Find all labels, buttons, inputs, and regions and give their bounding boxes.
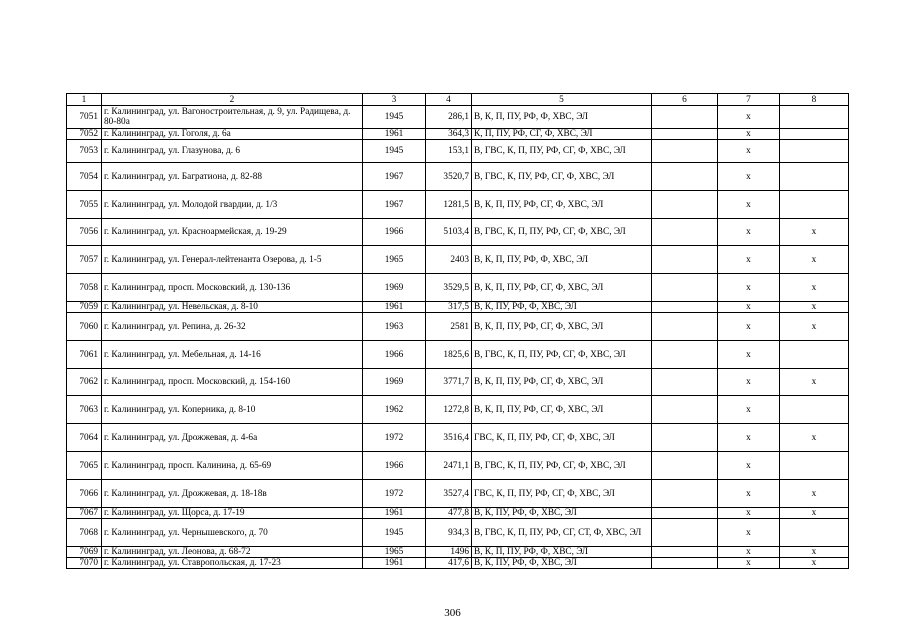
cell-col7: х — [718, 163, 780, 191]
cell-row-number: 7060 — [67, 313, 102, 341]
cell-col8 — [780, 191, 849, 219]
cell-col6 — [652, 313, 718, 341]
cell-year: 1972 — [363, 424, 426, 452]
cell-row-number: 7053 — [67, 140, 102, 163]
cell-address: г. Калининград, ул. Вагоностроительная, д. 9, ул. Радищева, д. 80-80а — [102, 106, 363, 129]
table-row — [67, 424, 849, 452]
cell-col6 — [652, 480, 718, 508]
column-header: 4 — [426, 94, 472, 106]
cell-address: г. Калининград, просп. Калинина, д. 65-69 — [102, 452, 363, 480]
cell-col6 — [652, 106, 718, 129]
cell-col7: х — [718, 558, 780, 569]
cell-area: 3520,7 — [426, 163, 472, 191]
cell-year: 1963 — [363, 313, 426, 341]
cell-services: В, К, П, ПУ, РФ, Ф, ХВС, ЭЛ — [472, 106, 652, 129]
cell-col6 — [652, 547, 718, 558]
table-row — [67, 341, 849, 369]
cell-col7: х — [718, 246, 780, 274]
cell-services: В, К, ПУ, РФ, Ф, ХВС, ЭЛ — [472, 302, 652, 313]
cell-row-number: 7068 — [67, 519, 102, 547]
cell-row-number: 7052 — [67, 129, 102, 140]
cell-col6 — [652, 219, 718, 246]
cell-row-number: 7055 — [67, 191, 102, 219]
cell-area: 934,3 — [426, 519, 472, 547]
table-body — [67, 106, 849, 569]
table-row — [67, 140, 849, 163]
cell-area: 1496 — [426, 547, 472, 558]
cell-col6 — [652, 129, 718, 140]
cell-row-number: 7064 — [67, 424, 102, 452]
cell-col6 — [652, 163, 718, 191]
table-row — [67, 191, 849, 219]
cell-services: К, П, ПУ, РФ, СГ, Ф, ХВС, ЭЛ — [472, 129, 652, 140]
cell-year: 1972 — [363, 480, 426, 508]
cell-area: 1825,6 — [426, 341, 472, 369]
cell-address: г. Калининград, ул. Дрожжевая, д. 18-18в — [102, 480, 363, 508]
cell-col7: х — [718, 302, 780, 313]
cell-address: г. Калининград, ул. Дрожжевая, д. 4-6а — [102, 424, 363, 452]
cell-year: 1945 — [363, 140, 426, 163]
table-row — [67, 219, 849, 246]
cell-col7: х — [718, 508, 780, 519]
cell-col6 — [652, 341, 718, 369]
cell-area: 2581 — [426, 313, 472, 341]
cell-year: 1966 — [363, 219, 426, 246]
header-row — [67, 94, 849, 106]
cell-col8 — [780, 396, 849, 424]
cell-col8 — [780, 163, 849, 191]
cell-services: В, ГВС, К, П, ПУ, РФ, СГ, СТ, Ф, ХВС, ЭЛ — [472, 519, 652, 547]
cell-col7: х — [718, 369, 780, 396]
cell-row-number: 7061 — [67, 341, 102, 369]
cell-col6 — [652, 246, 718, 274]
cell-services: ГВС, К, П, ПУ, РФ, СГ, Ф, ХВС, ЭЛ — [472, 480, 652, 508]
cell-year: 1969 — [363, 369, 426, 396]
cell-col6 — [652, 558, 718, 569]
cell-col6 — [652, 140, 718, 163]
cell-col8 — [780, 140, 849, 163]
cell-col7: х — [718, 106, 780, 129]
cell-services: В, ГВС, К, П, ПУ, РФ, СГ, Ф, ХВС, ЭЛ — [472, 341, 652, 369]
cell-services: В, К, П, ПУ, РФ, СГ, Ф, ХВС, ЭЛ — [472, 191, 652, 219]
cell-col7: х — [718, 519, 780, 547]
cell-area: 3529,5 — [426, 274, 472, 302]
column-header: 2 — [102, 94, 363, 106]
cell-year: 1961 — [363, 129, 426, 140]
cell-services: В, К, П, ПУ, РФ, СГ, Ф, ХВС, ЭЛ — [472, 396, 652, 424]
cell-row-number: 7063 — [67, 396, 102, 424]
cell-address: г. Калининград, ул. Багратиона, д. 82-88 — [102, 163, 363, 191]
cell-year: 1965 — [363, 246, 426, 274]
cell-services: В, К, П, ПУ, РФ, Ф, ХВС, ЭЛ — [472, 547, 652, 558]
cell-col6 — [652, 369, 718, 396]
column-header: 7 — [718, 94, 780, 106]
cell-year: 1967 — [363, 191, 426, 219]
cell-address: г. Калининград, ул. Чернышевского, д. 70 — [102, 519, 363, 547]
cell-year: 1961 — [363, 558, 426, 569]
cell-services: В, ГВС, К, ПУ, РФ, СГ, Ф, ХВС, ЭЛ — [472, 163, 652, 191]
cell-col8: х — [780, 547, 849, 558]
cell-col6 — [652, 274, 718, 302]
cell-year: 1966 — [363, 341, 426, 369]
column-header: 1 — [67, 94, 102, 106]
cell-address: г. Калининград, ул. Глазунова, д. 6 — [102, 140, 363, 163]
cell-address: г. Калининград, ул. Красноармейская, д. 19-29 — [102, 219, 363, 246]
cell-col6 — [652, 302, 718, 313]
table-row — [67, 129, 849, 140]
cell-col7: х — [718, 274, 780, 302]
cell-col7: х — [718, 480, 780, 508]
cell-services: В, ГВС, К, П, ПУ, РФ, СГ, Ф, ХВС, ЭЛ — [472, 452, 652, 480]
cell-col8: х — [780, 274, 849, 302]
cell-col8: х — [780, 424, 849, 452]
cell-address: г. Калининград, ул. Щорса, д. 17-19 — [102, 508, 363, 519]
cell-col8 — [780, 452, 849, 480]
cell-col7: х — [718, 313, 780, 341]
column-header: 5 — [472, 94, 652, 106]
cell-services: В, К, П, ПУ, РФ, СГ, Ф, ХВС, ЭЛ — [472, 274, 652, 302]
housing-registry-table — [66, 93, 849, 569]
cell-col8: х — [780, 313, 849, 341]
cell-col7: х — [718, 424, 780, 452]
cell-area: 477,8 — [426, 508, 472, 519]
table-row — [67, 369, 849, 396]
cell-col8: х — [780, 369, 849, 396]
cell-year: 1966 — [363, 452, 426, 480]
cell-col7: х — [718, 191, 780, 219]
cell-col7: х — [718, 341, 780, 369]
table-row — [67, 508, 849, 519]
cell-address: г. Калининград, ул. Леонова, д. 68-72 — [102, 547, 363, 558]
column-header: 8 — [780, 94, 849, 106]
cell-col8 — [780, 129, 849, 140]
cell-area: 317,5 — [426, 302, 472, 313]
cell-address: г. Калининград, ул. Мебельная, д. 14-16 — [102, 341, 363, 369]
cell-col7: х — [718, 140, 780, 163]
cell-area: 364,3 — [426, 129, 472, 140]
cell-services: В, К, ПУ, РФ, Ф, ХВС, ЭЛ — [472, 508, 652, 519]
cell-area: 153,1 — [426, 140, 472, 163]
table-row — [67, 302, 849, 313]
column-header: 6 — [652, 94, 718, 106]
cell-area: 1281,5 — [426, 191, 472, 219]
cell-row-number: 7057 — [67, 246, 102, 274]
cell-col7: х — [718, 129, 780, 140]
cell-row-number: 7062 — [67, 369, 102, 396]
cell-area: 3771,7 — [426, 369, 472, 396]
page-number: 306 — [444, 607, 461, 619]
cell-address: г. Калининград, ул. Молодой гвардии, д. 1/3 — [102, 191, 363, 219]
cell-area: 286,1 — [426, 106, 472, 129]
cell-col8 — [780, 341, 849, 369]
cell-year: 1965 — [363, 547, 426, 558]
cell-address: г. Калининград, просп. Московский, д. 130-136 — [102, 274, 363, 302]
cell-col6 — [652, 396, 718, 424]
cell-col8: х — [780, 508, 849, 519]
cell-area: 5103,4 — [426, 219, 472, 246]
cell-services: В, К, ПУ, РФ, Ф, ХВС, ЭЛ — [472, 558, 652, 569]
cell-row-number: 7067 — [67, 508, 102, 519]
cell-year: 1945 — [363, 519, 426, 547]
table-row — [67, 452, 849, 480]
cell-row-number: 7059 — [67, 302, 102, 313]
cell-col8 — [780, 106, 849, 129]
cell-col8: х — [780, 246, 849, 274]
cell-col7: х — [718, 219, 780, 246]
cell-col8 — [780, 519, 849, 547]
cell-year: 1962 — [363, 396, 426, 424]
table-row — [67, 558, 849, 569]
cell-row-number: 7054 — [67, 163, 102, 191]
cell-services: ГВС, К, П, ПУ, РФ, СГ, Ф, ХВС, ЭЛ — [472, 424, 652, 452]
cell-row-number: 7069 — [67, 547, 102, 558]
cell-address: г. Калининград, ул. Репина, д. 26-32 — [102, 313, 363, 341]
table-header — [67, 94, 849, 106]
cell-address: г. Калининград, ул. Ставропольская, д. 17-23 — [102, 558, 363, 569]
cell-year: 1961 — [363, 302, 426, 313]
cell-col8: х — [780, 558, 849, 569]
table-row — [67, 547, 849, 558]
cell-area: 1272,8 — [426, 396, 472, 424]
cell-col6 — [652, 191, 718, 219]
cell-area: 417,6 — [426, 558, 472, 569]
cell-year: 1961 — [363, 508, 426, 519]
cell-col7: х — [718, 452, 780, 480]
cell-row-number: 7066 — [67, 480, 102, 508]
cell-year: 1967 — [363, 163, 426, 191]
cell-address: г. Калининград, ул. Генерал-лейтенанта Озерова, д. 1-5 — [102, 246, 363, 274]
cell-col8: х — [780, 219, 849, 246]
cell-row-number: 7058 — [67, 274, 102, 302]
cell-row-number: 7070 — [67, 558, 102, 569]
cell-area: 3516,4 — [426, 424, 472, 452]
cell-area: 3527,4 — [426, 480, 472, 508]
cell-area: 2471,1 — [426, 452, 472, 480]
cell-col7: х — [718, 396, 780, 424]
table-row — [67, 163, 849, 191]
table-row — [67, 313, 849, 341]
cell-col8: х — [780, 480, 849, 508]
cell-row-number: 7051 — [67, 106, 102, 129]
table-row — [67, 519, 849, 547]
cell-services: В, К, П, ПУ, РФ, СГ, Ф, ХВС, ЭЛ — [472, 313, 652, 341]
cell-year: 1969 — [363, 274, 426, 302]
cell-row-number: 7056 — [67, 219, 102, 246]
cell-col7: х — [718, 547, 780, 558]
table-row — [67, 480, 849, 508]
table-row — [67, 246, 849, 274]
cell-col6 — [652, 508, 718, 519]
cell-col6 — [652, 519, 718, 547]
cell-services: В, К, П, ПУ, РФ, Ф, ХВС, ЭЛ — [472, 246, 652, 274]
table-row — [67, 274, 849, 302]
cell-address: г. Калининград, ул. Невельская, д. 8-10 — [102, 302, 363, 313]
table-row — [67, 396, 849, 424]
cell-col6 — [652, 452, 718, 480]
cell-services: В, ГВС, К, П, ПУ, РФ, СГ, Ф, ХВС, ЭЛ — [472, 140, 652, 163]
cell-col6 — [652, 424, 718, 452]
table-row — [67, 106, 849, 129]
cell-address: г. Калининград, просп. Московский, д. 154-160 — [102, 369, 363, 396]
cell-services: В, ГВС, К, П, ПУ, РФ, СГ, Ф, ХВС, ЭЛ — [472, 219, 652, 246]
cell-col8: х — [780, 302, 849, 313]
cell-address: г. Калининград, ул. Гоголя, д. 6а — [102, 129, 363, 140]
cell-address: г. Калининград, ул. Коперника, д. 8-10 — [102, 396, 363, 424]
column-header: 3 — [363, 94, 426, 106]
cell-area: 2403 — [426, 246, 472, 274]
cell-services: В, К, П, ПУ, РФ, СГ, Ф, ХВС, ЭЛ — [472, 369, 652, 396]
cell-year: 1945 — [363, 106, 426, 129]
cell-row-number: 7065 — [67, 452, 102, 480]
